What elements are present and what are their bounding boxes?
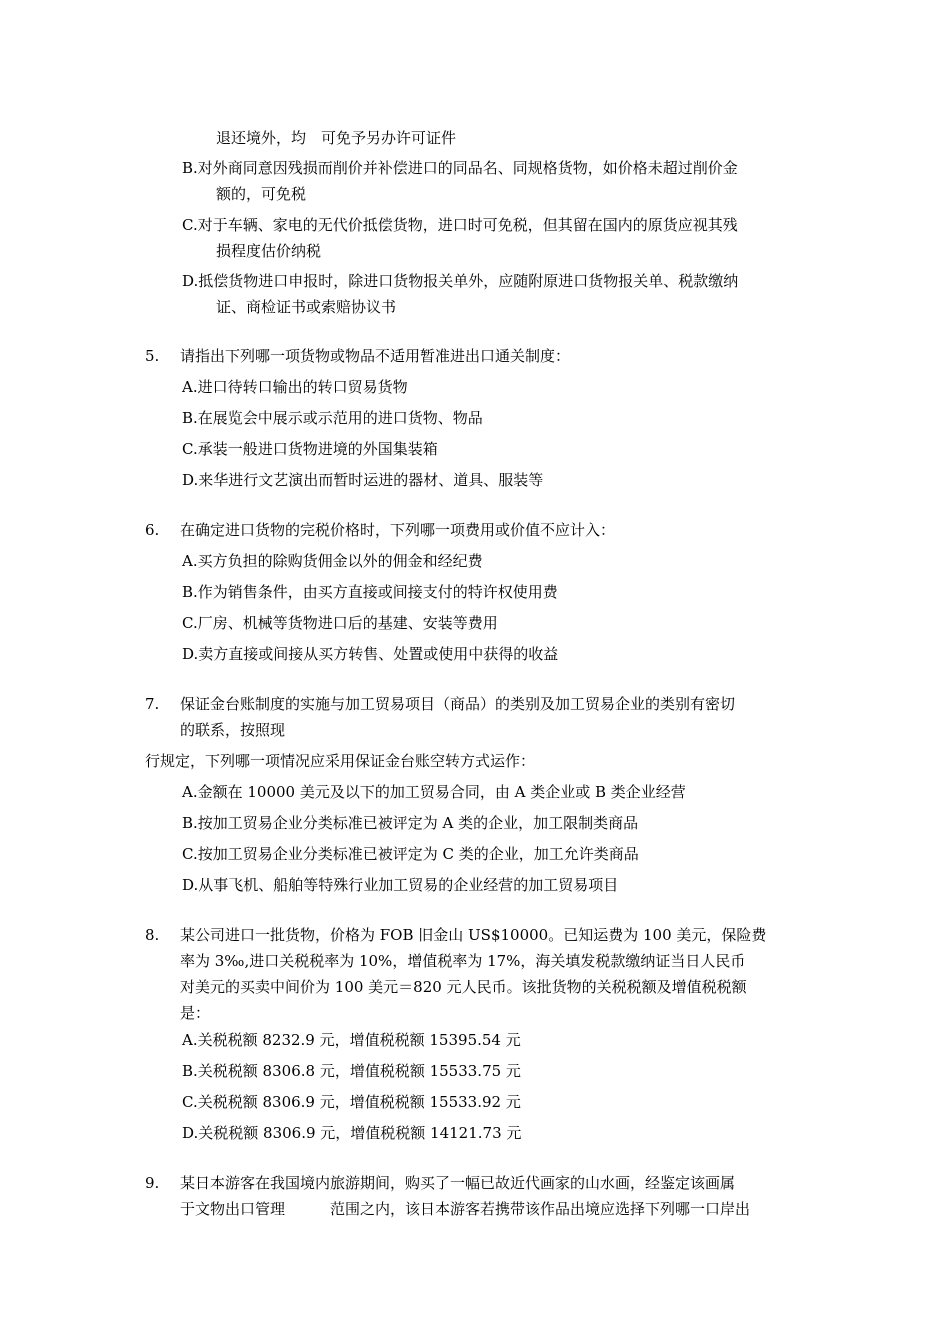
q4-option-b-continuation: 额的，可免税	[216, 185, 307, 203]
q8-option-c: C.关税税额 8306.9 元，增值税税额 15533.92 元	[182, 1093, 521, 1111]
q5-number: 5.	[145, 347, 160, 365]
q9-number: 9.	[145, 1174, 160, 1192]
q4-option-d: D.抵偿货物进口申报时，除进口货物报关单外，应随附原进口货物报关单、税款缴纳	[182, 272, 739, 290]
q7-option-b: B.按加工贸易企业分类标准已被评定为 A 类的企业，加工限制类商品	[182, 814, 639, 832]
q8-option-d: D.关税税额 8306.9 元，增值税税额 14121.73 元	[182, 1124, 522, 1142]
q6-stem: 在确定进口货物的完税价格时，下列哪一项费用或价值不应计入：	[180, 521, 616, 539]
q7-stem: 保证金台账制度的实施与加工贸易项目（商品）的类别及加工贸易企业的类别有密切	[180, 695, 736, 713]
q7-option-c: C.按加工贸易企业分类标准已被评定为 C 类的企业，加工允许类商品	[182, 845, 639, 863]
q5-option-c: C.承装一般进口货物进境的外国集装箱	[182, 440, 438, 458]
q4-option-c: C.对于车辆、家电的无代价抵偿货物，进口时可免税，但其留在国内的原货应视其残	[182, 216, 738, 234]
q6-option-a: A.买方负担的除购货佣金以外的佣金和经纪费	[182, 552, 483, 570]
q8-option-a: A.关税税额 8232.9 元，增值税税额 15395.54 元	[182, 1031, 521, 1049]
q8-stem-continuation-2: 对美元的买卖中间价为 100 美元＝820 元人民币。该批货物的关税税额及增值税税额	[180, 978, 747, 996]
q6-option-b: B.作为销售条件，由买方直接或间接支付的特许权使用费	[182, 583, 558, 601]
q9-stem: 某日本游客在我国境内旅游期间，购买了一幅已故近代画家的山水画，经鉴定该画属	[180, 1174, 736, 1192]
q4-option-d-continuation: 证、商检证书或索赔协议书	[216, 298, 397, 316]
q7-number: 7.	[145, 695, 160, 713]
q6-option-d: D.卖方直接或间接从买方转售、处置或使用中获得的收益	[182, 645, 559, 663]
q4-option-b: B.对外商同意因残损而削价并补偿进口的同品名、同规格货物，如价格未超过削价金	[182, 159, 738, 177]
q5-option-d: D.来华进行文艺演出而暂时运进的器材、道具、服装等	[182, 471, 544, 489]
q7-stem-continuation: 的联系，按照现	[180, 721, 286, 739]
q8-stem: 某公司进口一批货物，价格为 FOB 旧金山 US$10000。已知运费为 100 美元，保险费	[180, 926, 767, 944]
q5-option-b: B.在展览会中展示或示范用的进口货物、物品	[182, 409, 483, 427]
q8-stem-continuation: 率为 3‰,进口关税税率为 10%，增值税率为 17%，海关填发税款缴纳证当日人民币	[180, 952, 746, 970]
q9-stem-continuation: 于文物出口管理 范围之内，该日本游客若携带该作品出境应选择下列哪一口岸出	[180, 1200, 751, 1218]
q5-option-a: A.进口待转口输出的转口贸易货物	[182, 378, 408, 396]
q7-option-d: D.从事飞机、船舶等特殊行业加工贸易的企业经营的加工贸易项目	[182, 876, 619, 894]
q4-option-c-continuation: 损程度估价纳税	[216, 242, 322, 260]
q8-number: 8.	[145, 926, 160, 944]
q7-stem-continuation-2: 行规定，下列哪一项情况应采用保证金台账空转方式运作：	[145, 752, 536, 770]
q5-stem: 请指出下列哪一项货物或物品不适用暂准进出口通关制度：	[180, 347, 571, 365]
q8-option-b: B.关税税额 8306.8 元，增值税税额 15533.75 元	[182, 1062, 521, 1080]
q6-option-c: C.厂房、机械等货物进口后的基建、安装等费用	[182, 614, 498, 632]
q8-stem-continuation-3: 是：	[180, 1004, 211, 1022]
q6-number: 6.	[145, 521, 160, 539]
q4-option-a-continuation: 退还境外，均 可免予另办许可证件	[216, 129, 457, 147]
q7-option-a: A.金额在 10000 美元及以下的加工贸易合同，由 A 类企业或 B 类企业经营	[182, 783, 686, 801]
